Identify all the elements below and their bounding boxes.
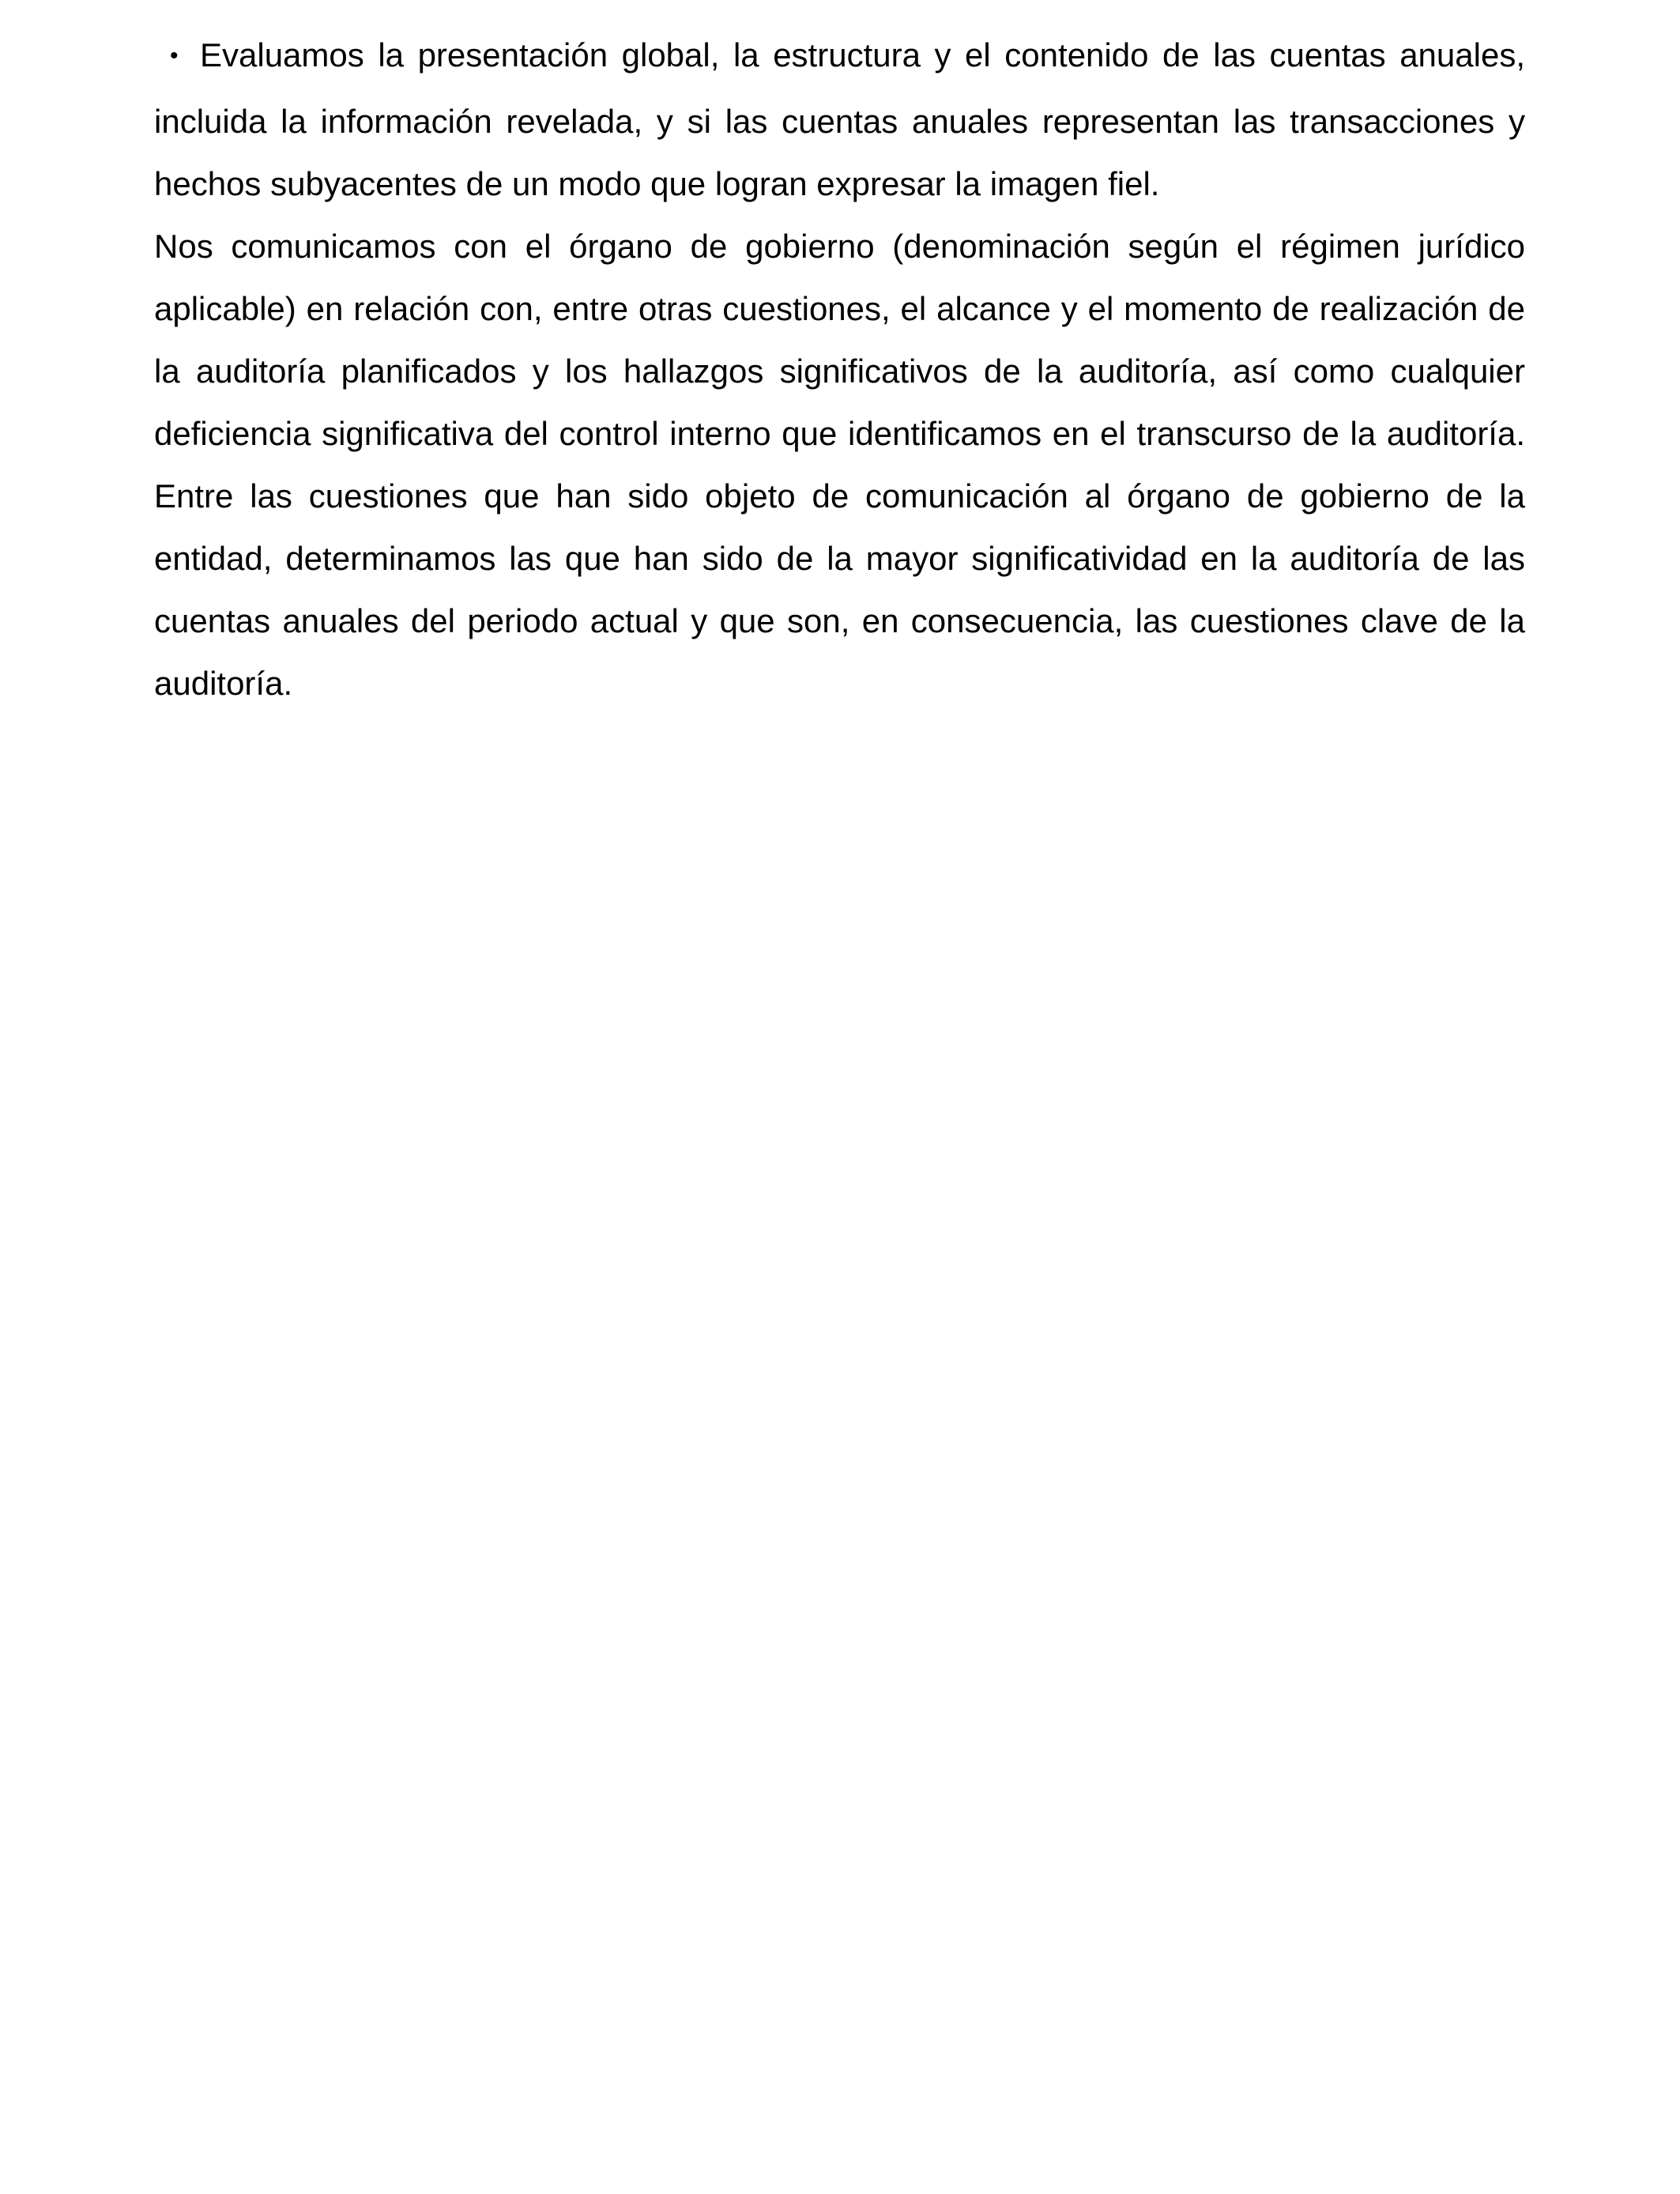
bullet-icon: • bbox=[170, 43, 179, 69]
bullet-list-item bbox=[154, 24, 1525, 215]
document-body bbox=[154, 24, 1525, 714]
body-paragraph: Nos comunicamos con el órgano de gobierno (denominación según el régimen jurídico aplicable) en relación con, entre otras cuestiones, el alcance y el momento de realización de la auditoría planificados y los hallazgos significativos de la auditoría, así como cualquier deficiencia significativa del control interno que identificamos en el transcurso de la auditoría. Entre las cuestiones que han sido objeto de comunicación al órgano de gobierno de la entidad, determinamos las que han sido de la mayor significatividad en la auditoría de las cuentas anuales del periodo actual y que son, en consecuencia, las cuestiones clave de la auditoría. bbox=[154, 228, 1525, 702]
bullet-item-text: Evaluamos la presentación global, la estructura y el contenido de las cuentas anuales, incluida la información revelada, y si las cuentas anuales representan las transacciones y hechos subyacentes de un modo que logran expresar la imagen fiel. bbox=[154, 36, 1525, 202]
